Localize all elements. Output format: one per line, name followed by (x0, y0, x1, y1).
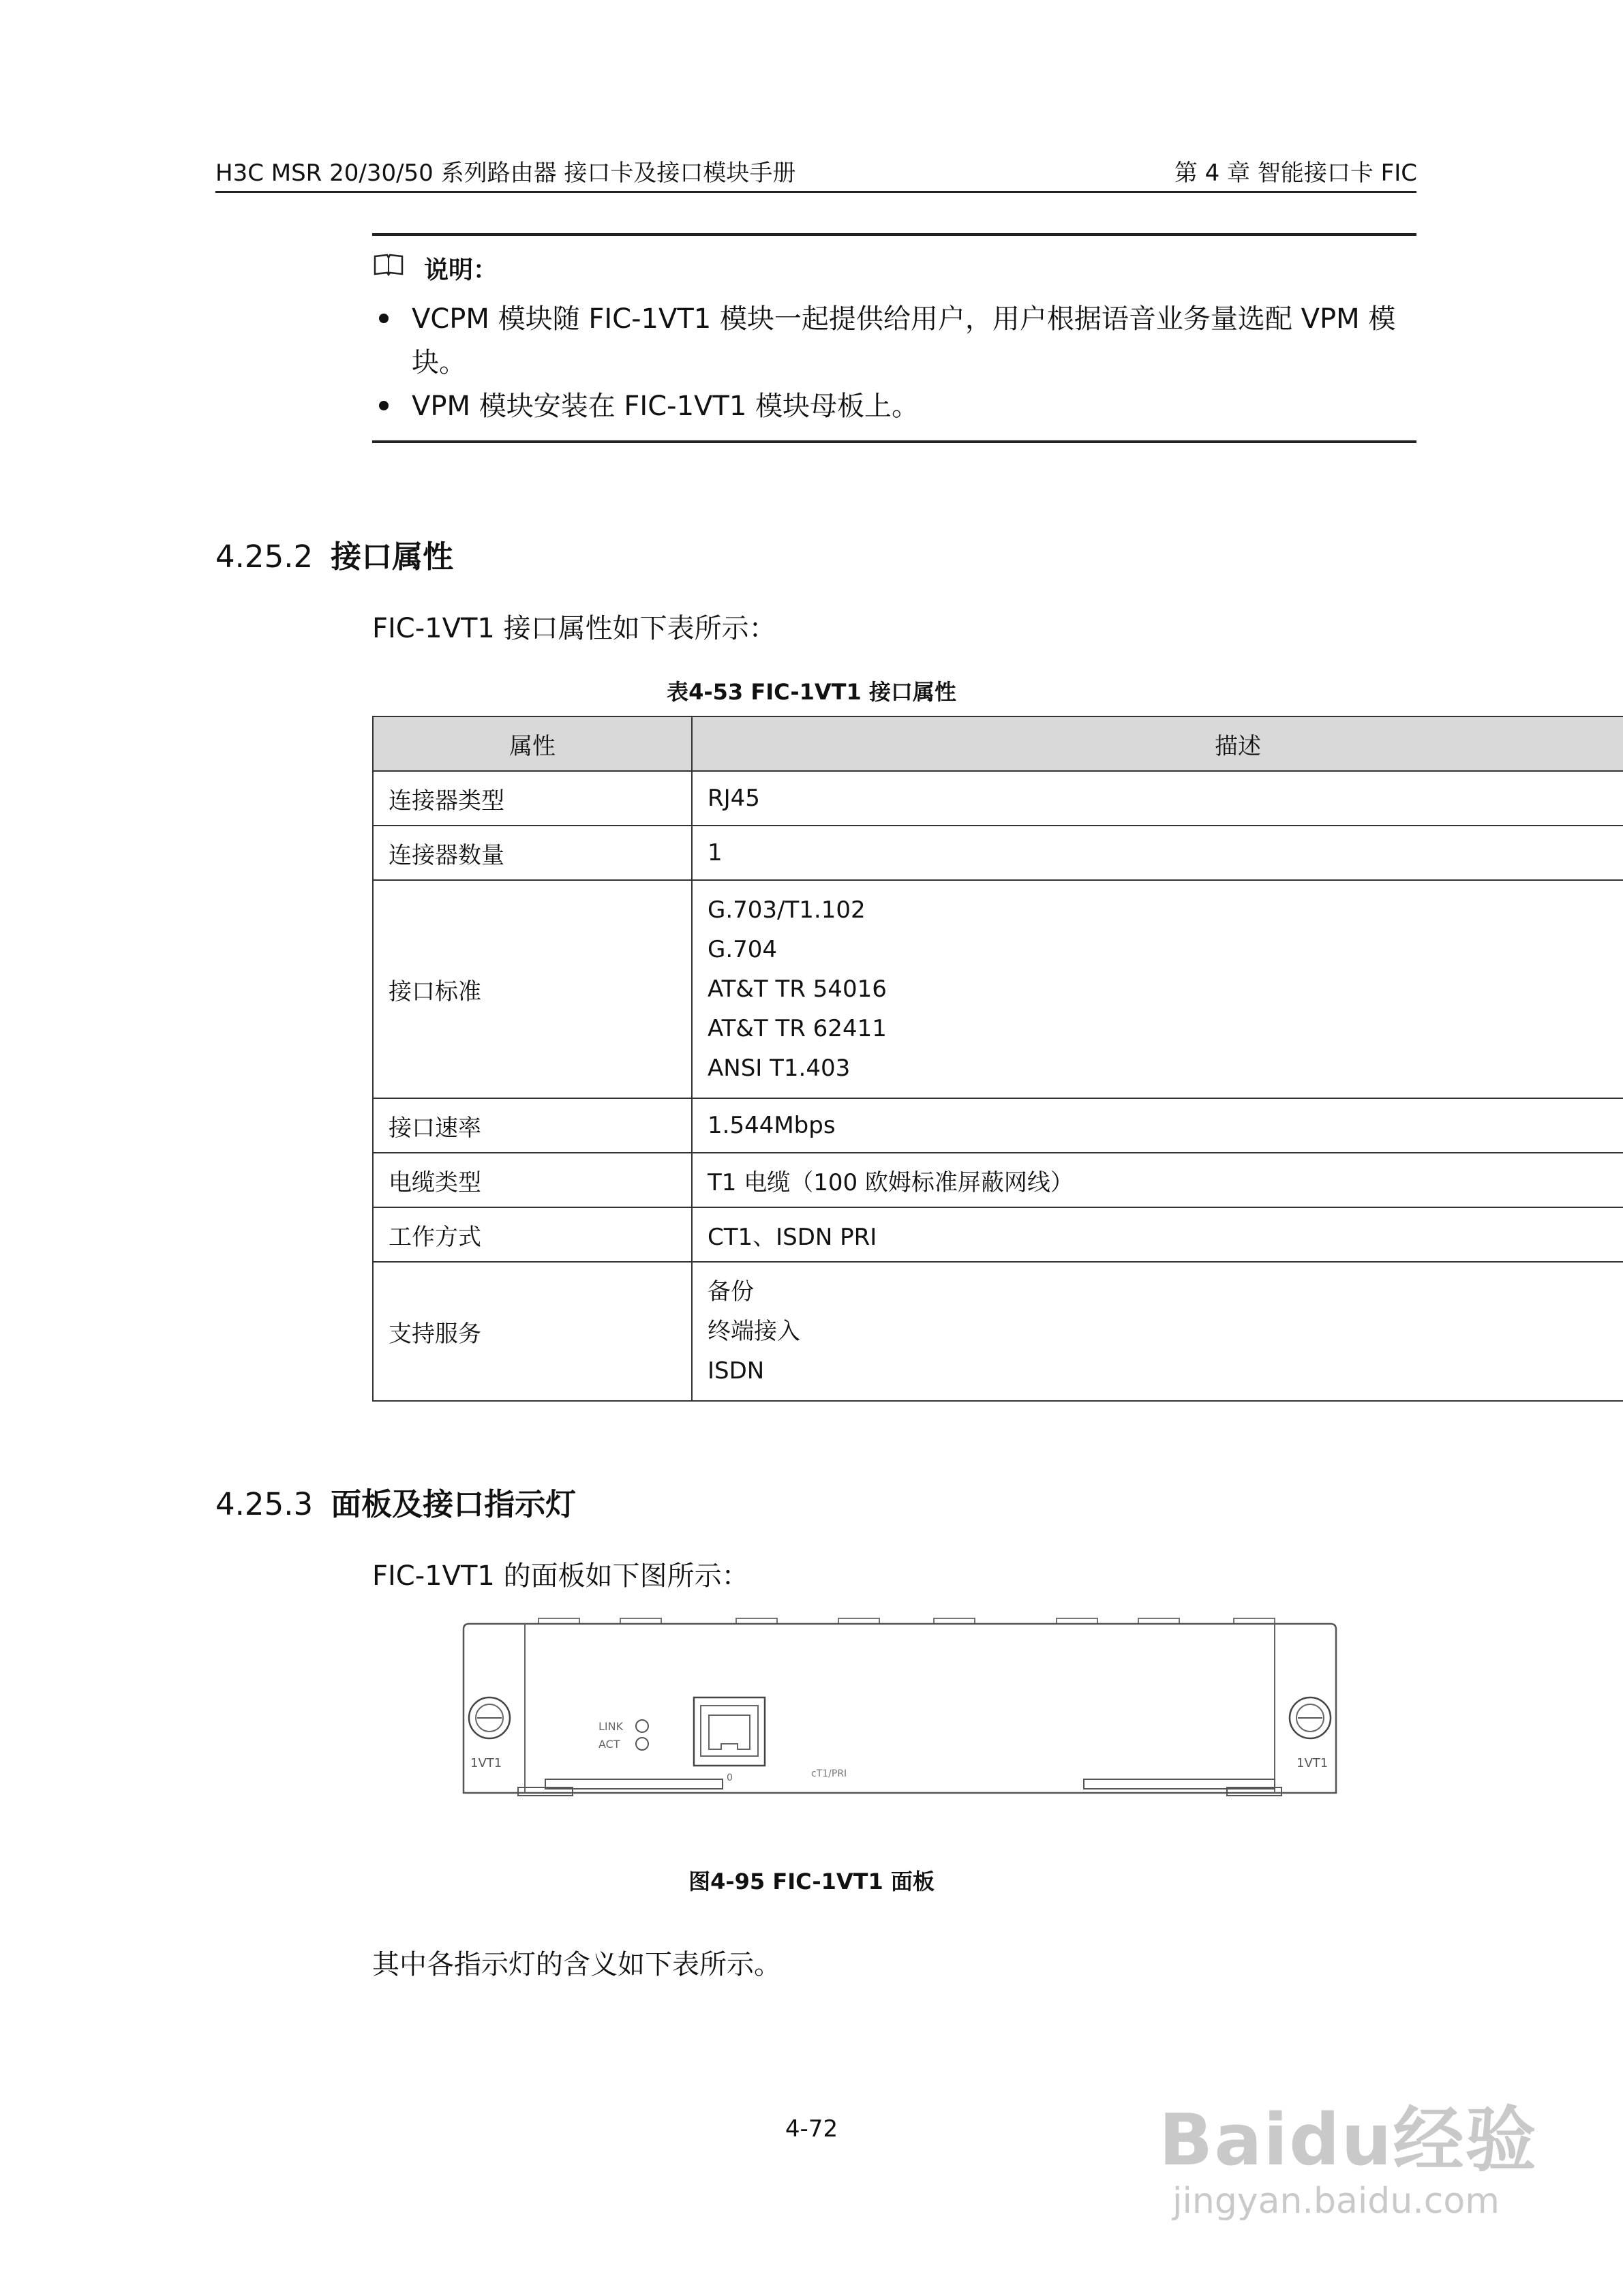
desc-cell: 1.544Mbps (692, 1098, 1623, 1153)
table-header-row (373, 716, 1623, 771)
desc-line: 终端接入 (708, 1318, 800, 1345)
desc-line: G.703/T1.102 (708, 896, 866, 924)
section-title: 面板及接口指示灯 (331, 1486, 577, 1522)
baidu-watermark-logo (1159, 2083, 1538, 2222)
intro-paragraph: FIC-1VT1 的面板如下图所示： (372, 1560, 749, 1592)
attr-cell: 连接器类型 (373, 771, 692, 826)
captive-screw-icon (469, 1697, 510, 1738)
panel-figure (457, 1616, 1343, 1820)
desc-line: 备份 (708, 1278, 754, 1305)
desc-cell: T1 电缆（100 欧姆标准屏蔽网线） (692, 1153, 1623, 1207)
led-label-act: ACT (598, 1738, 620, 1751)
desc-cell: CT1、ISDN PRI (692, 1207, 1623, 1262)
attr-cell: 电缆类型 (373, 1153, 692, 1207)
desc-cell: RJ45 (692, 771, 1623, 826)
table-header-cell: 描述 (692, 716, 1623, 771)
table-row (373, 1262, 1623, 1401)
intro-paragraph: FIC-1VT1 接口属性如下表所示： (372, 613, 776, 644)
panel-outline (464, 1624, 1336, 1793)
book-icon (374, 252, 404, 277)
header-rule (215, 191, 1416, 193)
section-number: 4.25.2 (215, 539, 314, 575)
table-row (373, 880, 1623, 1098)
table-row (373, 826, 1623, 880)
bullet-dot (379, 401, 389, 410)
section-title: 接口属性 (331, 539, 454, 575)
section-heading-properties (215, 532, 453, 576)
figure-caption: 图4-95 FIC-1VT1 面板 (688, 1869, 935, 1894)
port-number: 0 (727, 1772, 733, 1783)
note-bullet-2: VPM 模块安装在 FIC-1VT1 模块母板上。 (412, 391, 920, 422)
table-row (373, 1153, 1623, 1207)
desc-cell (692, 880, 1623, 1098)
table-header-cell: 属性 (373, 716, 692, 771)
running-header-right: 第 4 章 智能接口卡 FIC (1174, 160, 1417, 187)
desc-line: G.704 (708, 936, 778, 963)
port-label: cT1/PRI (811, 1768, 847, 1779)
attr-cell: 接口标准 (373, 880, 692, 1098)
desc-line: AT&T TR 54016 (708, 976, 887, 1003)
table-row (373, 1098, 1623, 1153)
watermark-brand: Baidu经验 (1159, 2098, 1538, 2181)
note-bullet-1: VCPM 模块随 FIC-1VT1 模块一起提供给用户，用户根据语音业务量选配 VPM 模块。 (412, 303, 1396, 378)
page-number: 4-72 (785, 2115, 838, 2143)
section-number: 4.25.3 (215, 1486, 314, 1522)
desc-cell (692, 1262, 1623, 1401)
interface-properties-table (372, 716, 1623, 1402)
attr-cell: 接口速率 (373, 1098, 692, 1153)
desc-line: ISDN (708, 1357, 765, 1385)
note-top-rule (372, 233, 1416, 236)
rj45-port-icon (694, 1697, 765, 1766)
note-title: 说明： (424, 256, 498, 284)
desc-line: AT&T TR 62411 (708, 1015, 887, 1042)
outro-paragraph: 其中各指示灯的含义如下表所示。 (372, 1949, 781, 1980)
watermark-url: jingyan.baidu.com (1172, 2181, 1500, 2222)
section-heading-panel (215, 1479, 576, 1524)
act-led-icon (636, 1738, 648, 1750)
table-row (373, 771, 1623, 826)
led-label-link: LINK (598, 1720, 624, 1733)
panel-label-left: 1VT1 (470, 1756, 502, 1770)
note-bottom-rule (372, 440, 1416, 443)
captive-screw-icon (1290, 1697, 1331, 1738)
desc-line: ANSI T1.403 (708, 1055, 851, 1082)
attr-cell: 支持服务 (373, 1262, 692, 1401)
link-led-icon (636, 1720, 648, 1732)
attr-cell: 工作方式 (373, 1207, 692, 1262)
attr-cell: 连接器数量 (373, 826, 692, 880)
bullet-dot (379, 314, 389, 323)
desc-cell: 1 (692, 826, 1623, 880)
table-caption: 表4-53 FIC-1VT1 接口属性 (667, 679, 956, 705)
table-row (373, 1207, 1623, 1262)
running-header-left: H3C MSR 20/30/50 系列路由器 接口卡及接口模块手册 (215, 160, 796, 187)
panel-label-right: 1VT1 (1296, 1756, 1329, 1770)
